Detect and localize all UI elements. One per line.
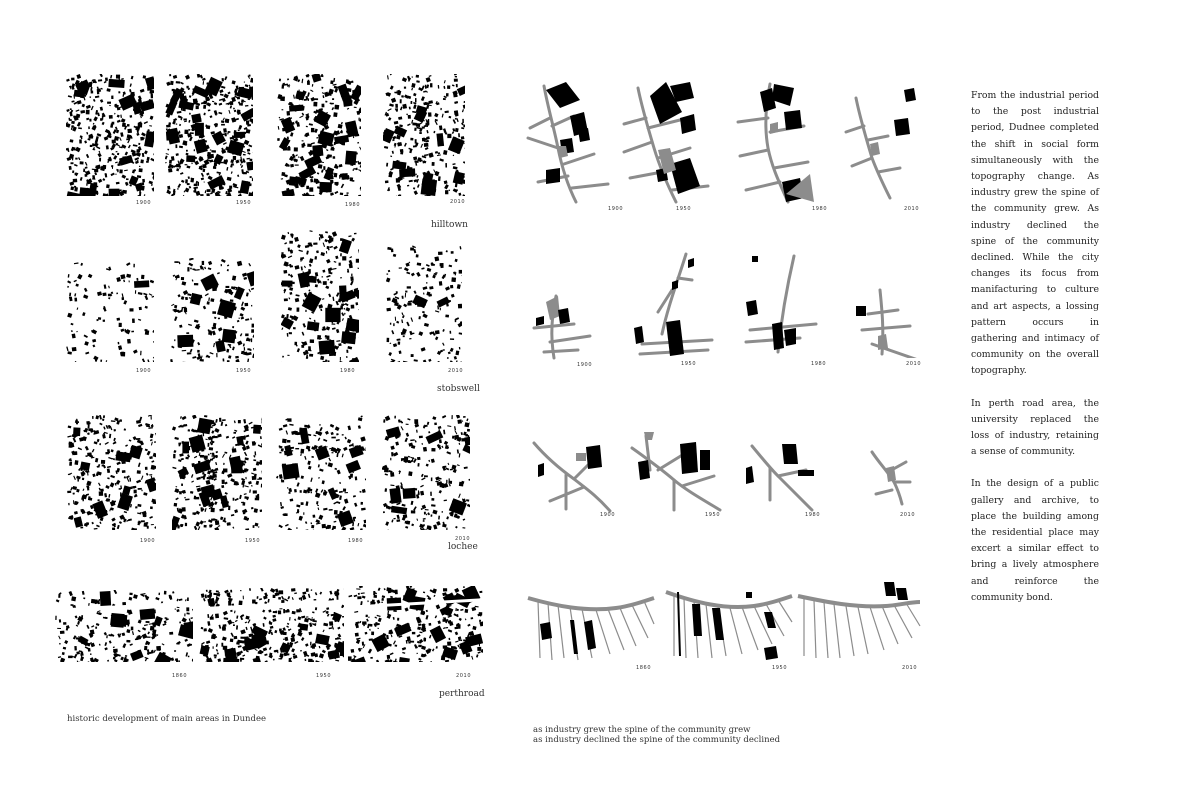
year-label: 1950: [705, 512, 721, 518]
spine-hilltown-2010: [842, 82, 922, 202]
map-lochee-1900: [66, 415, 156, 530]
year-label: 1950: [676, 206, 692, 212]
map-stobswell-2010: [386, 245, 462, 362]
spine-stobswell-1900: [530, 290, 596, 362]
figure-ground-drawing: [66, 262, 154, 362]
map-hilltown-1950: [165, 74, 253, 196]
spine-lochee-1980: [742, 440, 828, 516]
year-label: 1980: [348, 538, 364, 544]
year-label: 1900: [136, 368, 152, 374]
year-label: 1980: [811, 361, 827, 367]
year-label: 2010: [456, 673, 472, 679]
year-label: 1900: [608, 206, 624, 212]
year-label: 2010: [902, 665, 918, 671]
figure-ground-drawing: [66, 74, 154, 196]
essay-paragraph-3: In the design of a public gallery and archive, to place the building among the residential place may excert a similar effect to bring a lively atmosphere and reinforce the community bond.: [971, 478, 1099, 603]
spine-drawing: [524, 78, 612, 206]
year-label: 1950: [236, 200, 252, 206]
year-label: 1980: [805, 512, 821, 518]
spine-stobswell-2010: [852, 286, 922, 358]
figure-ground-drawing: [382, 415, 470, 530]
figure-ground-drawing: [348, 586, 483, 662]
year-label: 1950: [236, 368, 252, 374]
map-perthroad-1860: [55, 590, 193, 662]
map-lochee-1980: [276, 415, 366, 530]
year-label: 1900: [600, 512, 616, 518]
spine-lochee-1900: [530, 435, 616, 517]
figure-ground-drawing: [165, 74, 253, 196]
year-label: 1900: [577, 362, 593, 368]
spine-drawing: [740, 252, 830, 358]
spine-drawing: [628, 430, 724, 516]
map-stobswell-1980: [281, 230, 359, 362]
spine-perthroad-2010: [796, 580, 922, 664]
spine-drawing: [664, 584, 794, 664]
spine-drawing: [530, 290, 596, 362]
spine-stobswell-1980: [740, 252, 830, 358]
spine-drawing: [734, 78, 824, 206]
year-label: 2010: [906, 361, 922, 367]
spine-hilltown-1950: [620, 78, 712, 206]
map-stobswell-1950: [170, 258, 254, 362]
essay-text: [971, 88, 1099, 622]
spine-perthroad-1860: [526, 588, 656, 666]
area-label-hilltown: hilltown: [431, 220, 468, 230]
figure-ground-drawing: [66, 415, 156, 530]
spine-drawing: [530, 435, 616, 517]
year-label: 1860: [636, 665, 652, 671]
area-label-lochee: lochee: [448, 542, 478, 552]
spine-drawing: [742, 440, 828, 516]
year-label: 1950: [772, 665, 788, 671]
spine-hilltown-1980: [734, 78, 824, 206]
caption-right-line2: as industry declined the spine of the community declined: [533, 735, 781, 745]
area-label-perthroad: perthroad: [439, 689, 485, 699]
spine-drawing: [628, 250, 716, 360]
area-label-stobswell: stobswell: [437, 384, 480, 394]
spine-hilltown-1900: [524, 78, 612, 206]
figure-ground-drawing: [55, 590, 193, 662]
map-lochee-1950: [172, 415, 262, 530]
year-label: 1980: [345, 202, 361, 208]
figure-ground-drawing: [276, 415, 366, 530]
year-label: 1980: [340, 368, 356, 374]
year-label: 2010: [448, 368, 464, 374]
essay-paragraph-2: In perth road area, the university replaced the loss of industry, retaining a sense of community.: [971, 397, 1099, 458]
year-label: 2010: [450, 199, 466, 205]
year-label: 2010: [455, 536, 471, 542]
spine-drawing: [842, 82, 922, 202]
figure-ground-drawing: [199, 588, 344, 662]
year-label: 1900: [136, 200, 152, 206]
spine-perthroad-1950: [664, 584, 794, 664]
spine-lochee-2010: [866, 446, 916, 506]
map-hilltown-2010: [383, 74, 465, 196]
spine-drawing: [526, 588, 656, 666]
map-hilltown-1900: [66, 74, 154, 196]
spine-drawing: [852, 286, 922, 358]
year-label: 1860: [172, 673, 188, 679]
spine-drawing: [796, 580, 922, 664]
map-stobswell-1900: [66, 262, 154, 362]
year-label: 1950: [316, 673, 332, 679]
figure-ground-drawing: [383, 74, 465, 196]
caption-left: historic development of main areas in Dundee: [67, 714, 267, 724]
year-label: 1900: [140, 538, 156, 544]
figure-ground-drawing: [386, 245, 462, 362]
year-label: 2010: [900, 512, 916, 518]
spine-drawing: [866, 446, 916, 506]
map-lochee-2010: [382, 415, 470, 530]
figure-ground-drawing: [170, 258, 254, 362]
spine-lochee-1950: [628, 430, 724, 516]
figure-ground-drawing: [281, 230, 359, 362]
essay-paragraph-1: From the industrial period to the post industrial period, Dudnee completed the shift in social form simultaneously with the topography change. As industry grew the spine of the community grew. As industry declined the spine of the community declined. While the city changes its focus from manifacturing to culture and art aspects, a lossing pattern occurs in gathering and intimacy of community on the overall topography.: [971, 90, 1099, 377]
caption-right: [533, 725, 780, 745]
figure-ground-drawing: [172, 415, 262, 530]
caption-right-line1: as industry grew the spine of the community grew: [533, 725, 751, 735]
spine-drawing: [620, 78, 712, 206]
map-perthroad-2010: [348, 586, 483, 662]
year-label: 2010: [904, 206, 920, 212]
map-hilltown-1980: [277, 74, 361, 196]
figure-ground-drawing: [277, 74, 361, 196]
map-perthroad-1950: [199, 588, 344, 662]
spine-stobswell-1950: [628, 250, 716, 360]
year-label: 1950: [681, 361, 697, 367]
year-label: 1980: [812, 206, 828, 212]
year-label: 1950: [245, 538, 261, 544]
